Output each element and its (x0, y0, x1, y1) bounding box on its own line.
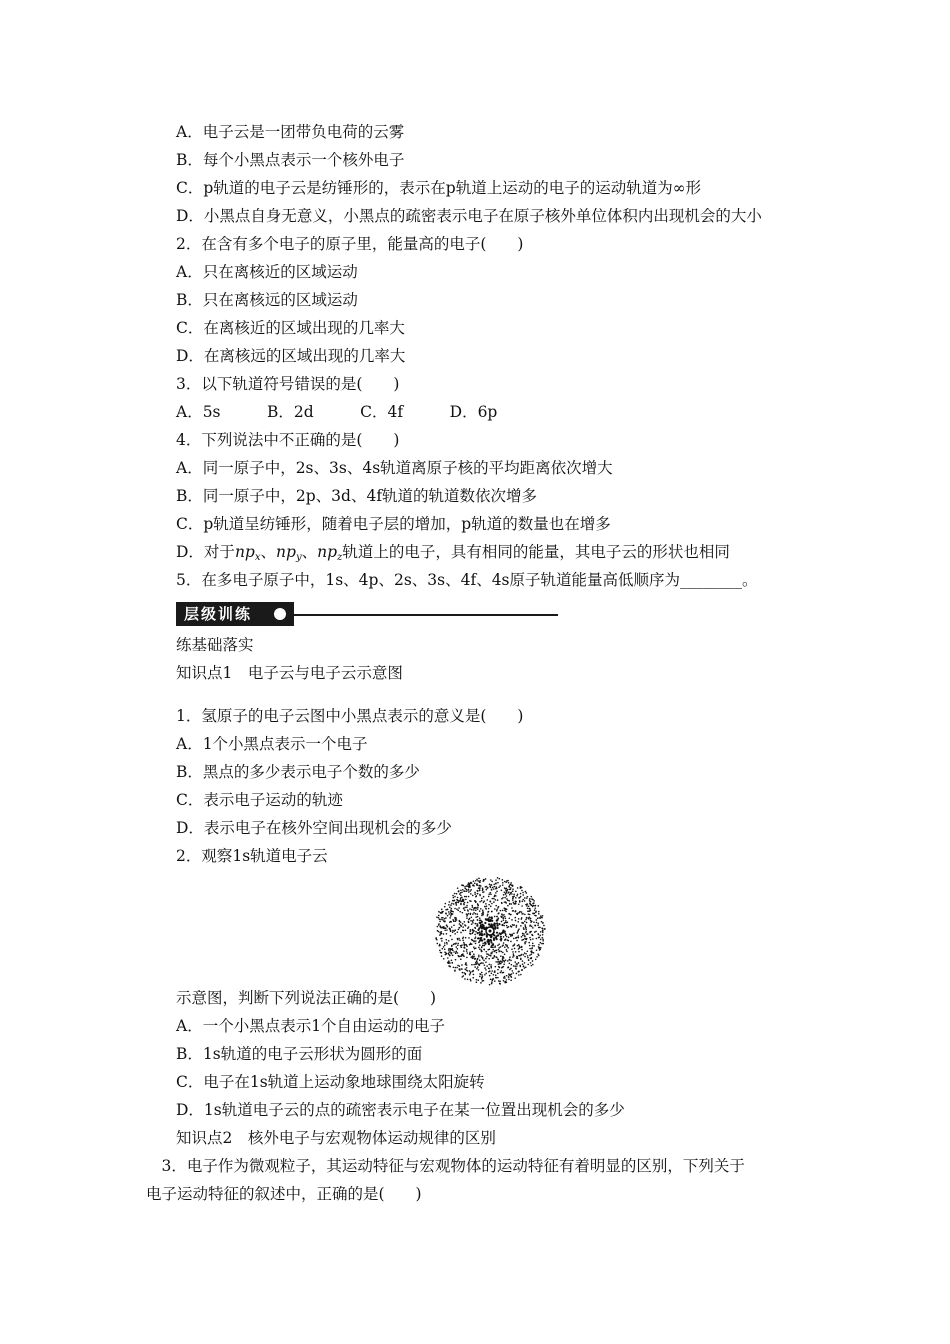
ex2-option-c: C．电子在1s轨道上运动象地球围绕太阳旋转 (176, 1073, 485, 1091)
q4-d-prefix: D．对于 (176, 543, 235, 561)
ex2-option-a: A．一个小黑点表示1个自由运动的电子 (176, 1017, 446, 1035)
option-b-line: B．每个小黑点表示一个核外电子 (176, 151, 405, 169)
banner-label: 层级训练 (176, 602, 294, 626)
q2-option-d: D．在离核远的区域出现的几率大 (176, 347, 406, 365)
q4-d-suffix: 轨道上的电子，具有相同的能量，其电子云的形状也相同 (342, 543, 730, 561)
p-symbol: p (327, 543, 338, 561)
q4-option-a: A．同一原子中，2s、3s、4s轨道离原子核的平均距离依次增大 (176, 459, 613, 477)
question-4: 4．下列说法中不正确的是( ) (176, 431, 400, 449)
ex2-option-d: D．1s轨道电子云的点的疏密表示电子在某一位置出现机会的多少 (176, 1101, 625, 1119)
ex1-option-a: A．1个小黑点表示一个电子 (176, 735, 368, 753)
x-subscript: x (254, 552, 261, 563)
knowledge-point-1: 知识点1 电子云与电子云示意图 (176, 664, 403, 682)
ex1-option-b: B．黑点的多少表示电子个数的多少 (176, 763, 420, 781)
separator: 、 (301, 543, 318, 561)
exercise-1: 1．氢原子的电子云图中小黑点表示的意义是( ) (176, 707, 524, 725)
exercise-2: 2．观察1s轨道电子云 (176, 847, 328, 865)
p-symbol: p (244, 543, 255, 561)
exercise-3: 3．电子作为微观粒子，其运动特征与宏观物体的运动特征有着明显的区别，下列关于 (146, 1157, 745, 1175)
q4-option-c: C．p轨道呈纺锤形，随着电子层的增加，p轨道的数量也在增多 (176, 515, 611, 533)
n-symbol: n (234, 543, 245, 561)
q2-option-c: C．在离核近的区域出现的几率大 (176, 319, 405, 337)
ex1-option-c: C．表示电子运动的轨迹 (176, 791, 343, 809)
option-a-line: A．电子云是一团带负电荷的云雾 (176, 123, 405, 141)
section-subtitle: 练基础落实 (176, 636, 254, 654)
ex1-option-d: D．表示电子在核外空间出现机会的多少 (176, 819, 452, 837)
ex2-option-b: B．1s轨道的电子云形状为圆形的面 (176, 1045, 423, 1063)
knowledge-point-2: 知识点2 核外电子与宏观物体运动规律的区别 (176, 1129, 496, 1147)
q4-option-d (176, 542, 730, 568)
q2-option-a: A．只在离核近的区域运动 (176, 263, 358, 281)
section-banner (176, 602, 558, 626)
n-symbol: n (317, 543, 328, 561)
n-symbol: n (276, 543, 286, 561)
exercise-3-continued: 电子运动特征的叙述中，正确的是( ) (146, 1185, 422, 1203)
p-symbol: p (286, 543, 296, 561)
question-3: 3．以下轨道符号错误的是( ) (176, 375, 400, 393)
q4-option-b: B．同一原子中，2p、3d、4f轨道的轨道数依次增多 (176, 487, 538, 505)
q2-option-b: B．只在离核远的区域运动 (176, 291, 358, 309)
question-2: 2．在含有多个电子的原子里，能量高的电子( ) (176, 235, 524, 253)
question-5: 5．在多电子原子中，1s、4p、2s、3s、4f、4s原子轨道能量高低顺序为________。 (176, 571, 758, 589)
y-subscript: y (295, 552, 302, 563)
option-c-line: C．p轨道的电子云是纺锤形的，表示在p轨道上运动的电子的运动轨道为∞形 (176, 179, 702, 197)
electron-cloud-figure (430, 874, 550, 989)
q3-options: A．5s B．2d C．4f D．6p (176, 403, 498, 421)
banner-dot-icon (274, 608, 286, 620)
exercise-2-continued: 示意图，判断下列说法正确的是( ) (176, 989, 437, 1007)
option-d-line: D．小黑点自身无意义，小黑点的疏密表示电子在原子核外单位体积内出现机会的大小 (176, 207, 762, 225)
separator: 、 (260, 543, 277, 561)
z-subscript: z (337, 552, 343, 563)
banner-rule (294, 614, 558, 616)
